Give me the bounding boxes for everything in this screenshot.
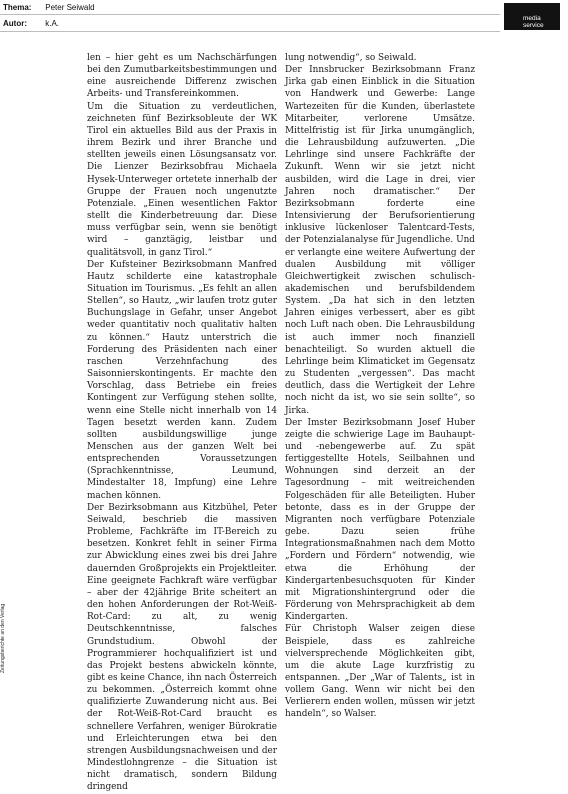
- paragraph: Der Bezirksobmann aus Kitzbühel, Peter Seiwald, beschrieb die massiven Probleme, Fachkräfte im IT-Bereich zu besetzen. Konkret fehlt in seiner Firma zur Abwicklung eines zwei bis drei Jahre dauernden Großprojekts ein Projektleiter. Eine geeignete Fachkraft wäre verfügbar – aber der 42jährige Brite scheitert an den hohen Anforderungen der Rot-Weiß-Rot-Card: zu alt, zu wenig Deutschkenntnisse, falsches Grundstudium. Obwohl der Programmierer hochqualifiziert ist und das Projekt bestens abwickeln könnte, gibt es keine Chance, ihn nach Österreich zu bekommen. „Österreich kommt ohne qualifizierte Zuwanderung nicht aus. Bei der Rot-Weiß-Rot-Card braucht es schnellere Verfahren, weniger Bürokratie und Erleichterungen etwa bei den strengen Ausbildungsnachweisen und der Mindestlohngrenze – die Situation ist nicht dramatisch, sondern Bildung dringend: [87, 502, 277, 793]
- logo-text-service: service: [523, 22, 544, 29]
- paragraph: Der Kufsteiner Bezirksobmann Manfred Hautz schilderte eine katastrophale Situation im Tourismus. „Es fehlt an allen Stellen“, so Hautz, „wir laufen trotz guter Buchungslage in Gefahr, unser Angebot weder quantitativ noch qualitativ halten zu können.“ Hautz unterstrich die Forderung des Präsidenten nach einer raschen Verzehnfachung des Saisonnierskontingents. Er machte den Vorschlag, dass Betriebe ein freies Kontingent zur Verfügung stehen sollte, wenn eine Stelle nicht innerhalb von 14 Tagen besetzt werden kann. Zudem sollten ausbildungswillige junge Menschen aus der ganzen Welt bei entsprechenden Voraussetzungen (Sprachkenntnisse, Leumund, Mindestalter 18, Impfung) eine Lehre machen können.: [87, 259, 277, 501]
- paragraph: Um die Situation zu verdeutlichen, zeichneten fünf Bezirksobleute der WK Tirol ein aktuelles Bild aus der Praxis in ihrem Bezirk und ihrer Branche und stellten jeweils einen Lösungsansatz vor. Die Lienzer Bezirksobfrau Michaela Hysek-Unterweger ortetete innerhalb der Gruppe der Frauen noch ungenutzte Potenziale. „Einen wesentlichen Faktor stellt die Kinderbetreuung dar. Diese muss verfügbar sein, wenn sie benötigt wird – ganztägig, leistbar und qualitätsvoll, in ganz Tirol.“: [87, 101, 277, 258]
- header-divider: [0, 31, 500, 32]
- author-value: k.A.: [45, 19, 60, 28]
- author-row: [3, 19, 59, 29]
- logo-text-media: media: [523, 15, 541, 22]
- topic-value: Peter Seiwald: [45, 3, 95, 12]
- side-note: Zeitungsberichte an den Verlag: [0, 603, 6, 673]
- paragraph: lung notwendig“, so Seiwald.: [285, 53, 417, 63]
- topic-label: Thema:: [3, 3, 32, 12]
- document-header: [0, 0, 568, 40]
- header-divider: [0, 14, 500, 15]
- topic-row: [3, 3, 95, 13]
- paragraph: Der Imster Bezirksobmann Josef Huber zeigte die schwierige Lage im Bauhaupt- und -nebengewerbe auf. Zu spät fertiggestellte Hotels, Seilbahnen und Wohnungen sind derzeit an der Tagesordnung – mit weitreichenden Folgeschäden für alle Beteiligten. Huber betonte, dass es in der Gruppe der Migranten noch verfügbare Potenziale gebe. Dazu seien frühe Integrationsmaßnahmen nach dem Motto „Fordern und Fördern“ notwendig, wie etwa die Erhöhung der Kindergartenbesuchsquoten für Kinder mit Migrationshintergrund oder die Förderung von Mehrsprachigkeit ab dem Kindergarten.: [285, 417, 475, 623]
- paragraph: Für Christoph Walser zeigen diese Beispiele, dass es zahlreiche vielversprechende Möglichkeiten gibt, um die akute Lage kurzfristig zu entspannen. „Der „War of Talents„ ist in vollem Gang. Wenn wir nicht bei den Verlierern enden wollen, müssen wir jetzt handeln“, so Walser.: [285, 624, 475, 720]
- author-label: Autor:: [3, 19, 27, 28]
- article-column-left: [87, 52, 277, 794]
- paragraph: Der Innsbrucker Bezirksobmann Franz Jirka gab einen Einblick in die Situation von Handwerk und Gewerbe: Lange Wartezeiten für die Kunden, überlastete Mitarbeiter, verlorene Umsätze. Mittelfristig ist für Jirka unumgänglich, die Lehrausbildung aufzuwerten. „Die Lehrlinge sind unsere Fachkräfte der Zukunft. Wenn wir sie jetzt nicht ausbilden, wird die Lage in drei, vier Jahren noch dramatischer.“ Der Bezirksobmann forderte eine Intensivierung der Berufsorientierung inklusive lückenloser Talentcard-Tests, der Potenzialanalyse für Jugendliche. Und er verlangte eine weitere Aufwertung der dualen Ausbildung mit völliger Gleichwertigkeit zwischen schulisch-akademischen und berufsbildendem System. „Da hat sich in den letzten Jahren einiges verbessert, aber es gibt noch Luft nach oben. Die Lehrausbildung ist auch immer noch finanziell benachteiligt. So wurden aktuell die Lehrlinge beim Klimaticket im Gegensatz zu Studenten „vergessen“. Das macht deutlich, dass die Wertigkeit der Lehre noch nicht da ist, wo sie sein sollte“, so Jirka.: [285, 65, 475, 416]
- paragraph: len – hier geht es um Nachschärfungen bei den Zumutbarkeitsbestimmungen und eine ausreichende Differenz zwischen Arbeits- und Transfereinkommen.: [87, 53, 277, 100]
- article-column-right: [285, 52, 475, 721]
- media-service-logo: [504, 3, 560, 30]
